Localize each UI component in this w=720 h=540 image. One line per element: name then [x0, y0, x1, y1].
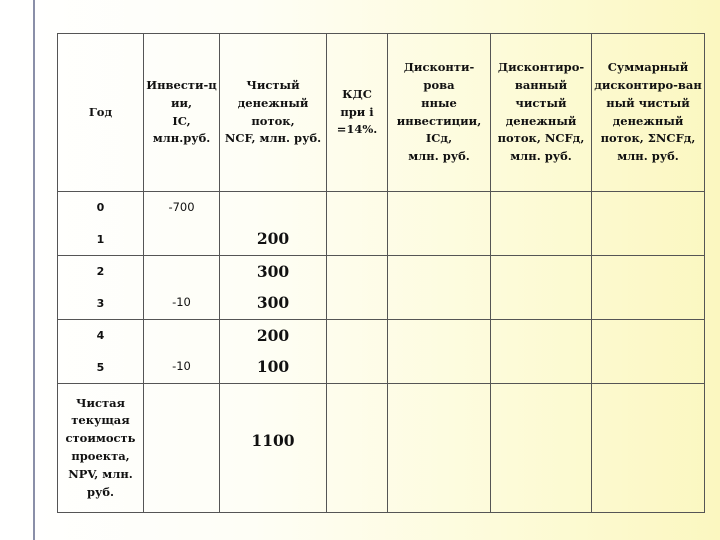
- year-cell: 0 1: [58, 192, 144, 256]
- disc-investments-cell: [388, 192, 491, 256]
- header-row: [58, 34, 705, 192]
- year-cell: 4 5: [58, 320, 144, 384]
- header-investments: Инвести-ц ии, IC, млн.руб.: [144, 34, 220, 192]
- net-flow-cell: 200 100: [220, 320, 327, 384]
- investments-cell: -10: [144, 320, 220, 384]
- disc-net-flow-cell: [491, 192, 592, 256]
- total-kds-cell: [327, 384, 388, 513]
- sum-disc-flow-cell: [592, 320, 705, 384]
- disc-investments-cell: [388, 320, 491, 384]
- investments-cell: -700: [144, 192, 220, 256]
- npv-table: [57, 33, 705, 513]
- total-sum-disc-flow-cell: [592, 384, 705, 513]
- slide-left-border: [33, 0, 35, 540]
- kds-cell: [327, 320, 388, 384]
- total-disc-net-flow-cell: [491, 384, 592, 513]
- total-disc-investments-cell: [388, 384, 491, 513]
- table-row: [58, 320, 705, 384]
- header-disc-investments: Дисконти-рова нные инвестиции, ICд, млн. руб.: [388, 34, 491, 192]
- total-investments-cell: [144, 384, 220, 513]
- kds-cell: [327, 192, 388, 256]
- net-flow-cell: 200: [220, 192, 327, 256]
- header-sum-disc-flow: Суммарный дисконтиро-ван ный чистый денежный поток, ΣNCFд, млн. руб.: [592, 34, 705, 192]
- disc-net-flow-cell: [491, 256, 592, 320]
- table-row: [58, 256, 705, 320]
- header-kds: КДС при i =14%.: [327, 34, 388, 192]
- net-flow-cell: 300 300: [220, 256, 327, 320]
- table-row: [58, 192, 705, 256]
- npv-label: Чистая текущая стоимость проекта, NPV, млн. руб.: [58, 384, 144, 513]
- header-disc-net-flow: Дисконтиро- ванный чистый денежный поток, NCFд, млн. руб.: [491, 34, 592, 192]
- header-net-flow: Чистый денежный поток, NCF, млн. руб.: [220, 34, 327, 192]
- investments-cell: -10: [144, 256, 220, 320]
- header-year: Год: [58, 34, 144, 192]
- disc-investments-cell: [388, 256, 491, 320]
- year-cell: 2 3: [58, 256, 144, 320]
- disc-net-flow-cell: [491, 320, 592, 384]
- sum-disc-flow-cell: [592, 256, 705, 320]
- kds-cell: [327, 256, 388, 320]
- npv-net-flow-value: 1100: [220, 384, 327, 513]
- total-row: [58, 384, 705, 513]
- sum-disc-flow-cell: [592, 192, 705, 256]
